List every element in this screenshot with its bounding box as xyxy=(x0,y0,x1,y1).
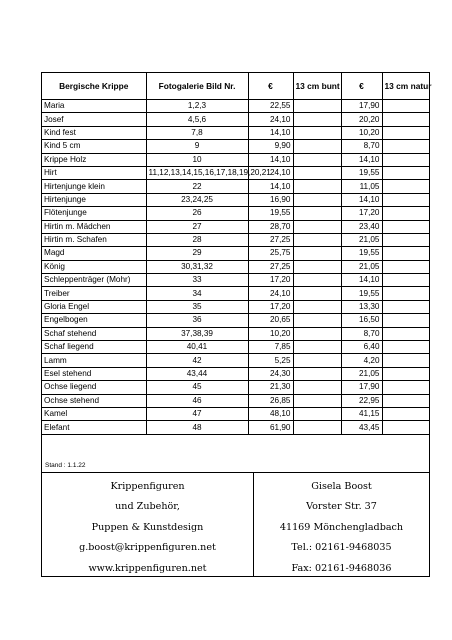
table-row xyxy=(42,327,429,340)
cell-name: Maria xyxy=(42,100,146,113)
cell-size-bunt xyxy=(293,327,341,340)
cell-name: König xyxy=(42,260,146,273)
cell-size-natur xyxy=(382,260,429,273)
cell-photo-numbers: 1,2,3 xyxy=(146,100,248,113)
cell-price-bunt: 14,10 xyxy=(248,126,293,139)
cell-size-bunt xyxy=(293,314,341,327)
cell-size-natur xyxy=(382,207,429,220)
cell-photo-numbers: 7,8 xyxy=(146,126,248,139)
cell-size-bunt xyxy=(293,300,341,313)
cell-size-natur xyxy=(382,381,429,394)
cell-photo-numbers: 35 xyxy=(146,300,248,313)
table-row xyxy=(42,421,429,434)
table-row xyxy=(42,300,429,313)
cell-photo-numbers: 47 xyxy=(146,407,248,420)
cell-photo-numbers: 10 xyxy=(146,153,248,166)
footer-left-line: Puppen & Kunstdesign xyxy=(91,521,204,533)
cell-price-bunt: 22,55 xyxy=(248,100,293,113)
cell-price-natur: 14,10 xyxy=(341,274,382,287)
cell-photo-numbers: 11,12,13,14,15,16,17,18,19,20,21 xyxy=(146,166,248,179)
cell-size-bunt xyxy=(293,100,341,113)
table-row xyxy=(42,394,429,407)
cell-size-bunt xyxy=(293,260,341,273)
cell-size-bunt xyxy=(293,207,341,220)
table-header-row xyxy=(42,73,429,100)
cell-price-natur: 6,40 xyxy=(341,341,382,354)
cell-price-natur: 14,10 xyxy=(341,193,382,206)
cell-name: Hirt xyxy=(42,166,146,179)
table-row xyxy=(42,260,429,273)
cell-size-bunt xyxy=(293,354,341,367)
cell-size-natur xyxy=(382,193,429,206)
cell-photo-numbers: 42 xyxy=(146,354,248,367)
table-row xyxy=(42,274,429,287)
cell-price-bunt: 9,90 xyxy=(248,140,293,153)
cell-photo-numbers: 34 xyxy=(146,287,248,300)
cell-size-natur xyxy=(382,407,429,420)
footer-left-line: und Zubehör, xyxy=(115,501,180,513)
cell-size-natur xyxy=(382,113,429,126)
cell-name: Ochse liegend xyxy=(42,381,146,394)
footer-contact-info xyxy=(253,473,429,577)
cell-size-natur xyxy=(382,100,429,113)
cell-name: Treiber xyxy=(42,287,146,300)
cell-price-bunt: 24,10 xyxy=(248,287,293,300)
cell-price-natur: 23,40 xyxy=(341,220,382,233)
cell-size-natur xyxy=(382,233,429,246)
cell-size-natur xyxy=(382,394,429,407)
cell-size-natur xyxy=(382,341,429,354)
footer-left-line: g.boost@krippenfiguren.net xyxy=(79,542,216,554)
table-row xyxy=(42,193,429,206)
header-size-bunt: 13 cm bunt xyxy=(293,73,341,100)
footer-left-line: www.krippenfiguren.net xyxy=(88,562,207,574)
cell-photo-numbers: 23,24,25 xyxy=(146,193,248,206)
cell-price-bunt: 24,30 xyxy=(248,367,293,380)
cell-price-bunt: 21,30 xyxy=(248,381,293,394)
cell-price-bunt: 20,65 xyxy=(248,314,293,327)
cell-price-bunt: 28,70 xyxy=(248,220,293,233)
cell-size-bunt xyxy=(293,113,341,126)
cell-price-natur: 8,70 xyxy=(341,327,382,340)
cell-name: Krippe Holz xyxy=(42,153,146,166)
table-row xyxy=(42,367,429,380)
table-row xyxy=(42,220,429,233)
cell-size-natur xyxy=(382,300,429,313)
cell-name: Magd xyxy=(42,247,146,260)
price-list-sheet xyxy=(41,72,430,577)
cell-price-natur: 10,20 xyxy=(341,126,382,139)
header-name: Bergische Krippe xyxy=(42,73,146,100)
cell-name: Schaf liegend xyxy=(42,341,146,354)
table-row xyxy=(42,166,429,179)
cell-size-natur xyxy=(382,166,429,179)
table-row xyxy=(42,354,429,367)
cell-photo-numbers: 33 xyxy=(146,274,248,287)
table-row xyxy=(42,207,429,220)
cell-photo-numbers: 26 xyxy=(146,207,248,220)
table-row xyxy=(42,287,429,300)
cell-price-natur: 16,50 xyxy=(341,314,382,327)
cell-size-natur xyxy=(382,421,429,434)
cell-price-bunt: 27,25 xyxy=(248,233,293,246)
cell-price-natur: 8,70 xyxy=(341,140,382,153)
cell-price-natur: 41,15 xyxy=(341,407,382,420)
cell-price-bunt: 17,20 xyxy=(248,300,293,313)
cell-price-natur: 4,20 xyxy=(341,354,382,367)
cell-name: Kind 5 cm xyxy=(42,140,146,153)
cell-price-natur: 17,90 xyxy=(341,100,382,113)
footer-right-line: Vorster Str. 37 xyxy=(306,501,377,513)
footer-left-line: Krippenfiguren xyxy=(110,481,185,492)
cell-price-bunt: 14,10 xyxy=(248,153,293,166)
footer xyxy=(42,472,429,577)
table-row xyxy=(42,153,429,166)
cell-size-natur xyxy=(382,327,429,340)
cell-name: Kamel xyxy=(42,407,146,420)
cell-price-bunt: 24,10 xyxy=(248,166,293,179)
cell-name: Flötenjunge xyxy=(42,207,146,220)
header-photo: Fotogalerie Bild Nr. xyxy=(146,73,248,100)
cell-price-natur: 21,05 xyxy=(341,233,382,246)
cell-name: Hirtenjunge klein xyxy=(42,180,146,193)
cell-price-natur: 11,05 xyxy=(341,180,382,193)
table-row xyxy=(42,381,429,394)
cell-size-bunt xyxy=(293,341,341,354)
cell-photo-numbers: 29 xyxy=(146,247,248,260)
footer-right-line: Fax: 02161-9468036 xyxy=(291,562,392,574)
table-row xyxy=(42,233,429,246)
cell-price-natur: 17,20 xyxy=(341,207,382,220)
table-row xyxy=(42,407,429,420)
header-size-natur: 13 cm natur xyxy=(382,73,429,100)
cell-size-natur xyxy=(382,274,429,287)
cell-price-natur: 21,05 xyxy=(341,260,382,273)
cell-name: Gloria Engel xyxy=(42,300,146,313)
table-row xyxy=(42,100,429,113)
cell-name: Ochse stehend xyxy=(42,394,146,407)
cell-name: Josef xyxy=(42,113,146,126)
cell-name: Hirtenjunge xyxy=(42,193,146,206)
table-row xyxy=(42,247,429,260)
cell-name: Schaf stehend xyxy=(42,327,146,340)
cell-name: Engelbogen xyxy=(42,314,146,327)
price-table xyxy=(42,73,432,435)
cell-photo-numbers: 43,44 xyxy=(146,367,248,380)
footer-right-line: Tel.: 02161-9468035 xyxy=(291,542,392,554)
cell-price-natur: 22,95 xyxy=(341,394,382,407)
cell-size-bunt xyxy=(293,166,341,179)
cell-size-bunt xyxy=(293,126,341,139)
cell-price-natur: 19,55 xyxy=(341,166,382,179)
cell-price-bunt: 17,20 xyxy=(248,274,293,287)
cell-name: Hirtin m. Mädchen xyxy=(42,220,146,233)
cell-size-bunt xyxy=(293,180,341,193)
cell-size-bunt xyxy=(293,247,341,260)
cell-price-natur: 13,30 xyxy=(341,300,382,313)
cell-size-bunt xyxy=(293,287,341,300)
cell-photo-numbers: 40,41 xyxy=(146,341,248,354)
cell-size-natur xyxy=(382,153,429,166)
cell-price-natur: 14,10 xyxy=(341,153,382,166)
table-row xyxy=(42,341,429,354)
cell-price-natur: 21,05 xyxy=(341,367,382,380)
cell-photo-numbers: 27 xyxy=(146,220,248,233)
cell-photo-numbers: 4,5,6 xyxy=(146,113,248,126)
cell-photo-numbers: 45 xyxy=(146,381,248,394)
cell-size-bunt xyxy=(293,233,341,246)
cell-photo-numbers: 22 xyxy=(146,180,248,193)
cell-price-bunt: 48,10 xyxy=(248,407,293,420)
cell-size-natur xyxy=(382,140,429,153)
cell-size-bunt xyxy=(293,394,341,407)
table-row xyxy=(42,314,429,327)
cell-size-bunt xyxy=(293,153,341,166)
footer-company-info xyxy=(42,473,253,577)
cell-size-bunt xyxy=(293,381,341,394)
cell-price-bunt: 19,55 xyxy=(248,207,293,220)
cell-photo-numbers: 37,38,39 xyxy=(146,327,248,340)
table-row xyxy=(42,180,429,193)
cell-name: Hirtin m. Schafen xyxy=(42,233,146,246)
cell-size-bunt xyxy=(293,193,341,206)
footer-right-line: Gisela Boost xyxy=(311,481,372,492)
cell-price-bunt: 16,90 xyxy=(248,193,293,206)
cell-price-bunt: 10,20 xyxy=(248,327,293,340)
table-row xyxy=(42,113,429,126)
cell-photo-numbers: 36 xyxy=(146,314,248,327)
cell-price-natur: 19,55 xyxy=(341,247,382,260)
cell-size-natur xyxy=(382,247,429,260)
cell-size-natur xyxy=(382,126,429,139)
table-row xyxy=(42,126,429,139)
cell-price-bunt: 25,75 xyxy=(248,247,293,260)
cell-photo-numbers: 28 xyxy=(146,233,248,246)
cell-photo-numbers: 48 xyxy=(146,421,248,434)
cell-price-natur: 20,20 xyxy=(341,113,382,126)
cell-size-bunt xyxy=(293,140,341,153)
cell-price-bunt: 26,85 xyxy=(248,394,293,407)
cell-size-natur xyxy=(382,354,429,367)
cell-price-bunt: 5,25 xyxy=(248,354,293,367)
cell-photo-numbers: 9 xyxy=(146,140,248,153)
cell-photo-numbers: 30,31,32 xyxy=(146,260,248,273)
cell-size-natur xyxy=(382,367,429,380)
cell-name: Esel stehend xyxy=(42,367,146,380)
cell-size-bunt xyxy=(293,274,341,287)
cell-size-bunt xyxy=(293,421,341,434)
cell-size-natur xyxy=(382,180,429,193)
cell-price-bunt: 61,90 xyxy=(248,421,293,434)
cell-size-bunt xyxy=(293,367,341,380)
cell-name: Schleppenträger (Mohr) xyxy=(42,274,146,287)
cell-size-bunt xyxy=(293,220,341,233)
cell-name: Elefant xyxy=(42,421,146,434)
cell-price-bunt: 7,85 xyxy=(248,341,293,354)
header-price-natur: € xyxy=(341,73,382,100)
header-price-bunt: € xyxy=(248,73,293,100)
cell-price-natur: 17,90 xyxy=(341,381,382,394)
cell-size-natur xyxy=(382,314,429,327)
cell-price-natur: 43,45 xyxy=(341,421,382,434)
cell-price-natur: 19,55 xyxy=(341,287,382,300)
cell-price-bunt: 24,10 xyxy=(248,113,293,126)
cell-size-natur xyxy=(382,287,429,300)
table-row xyxy=(42,140,429,153)
stand-date: Stand : 1.1.22 xyxy=(45,462,86,469)
cell-photo-numbers: 46 xyxy=(146,394,248,407)
cell-name: Lamm xyxy=(42,354,146,367)
cell-name: Kind fest xyxy=(42,126,146,139)
cell-price-bunt: 14,10 xyxy=(248,180,293,193)
cell-size-bunt xyxy=(293,407,341,420)
cell-size-natur xyxy=(382,220,429,233)
cell-price-bunt: 27,25 xyxy=(248,260,293,273)
footer-right-line: 41169 Mönchengladbach xyxy=(279,521,404,533)
